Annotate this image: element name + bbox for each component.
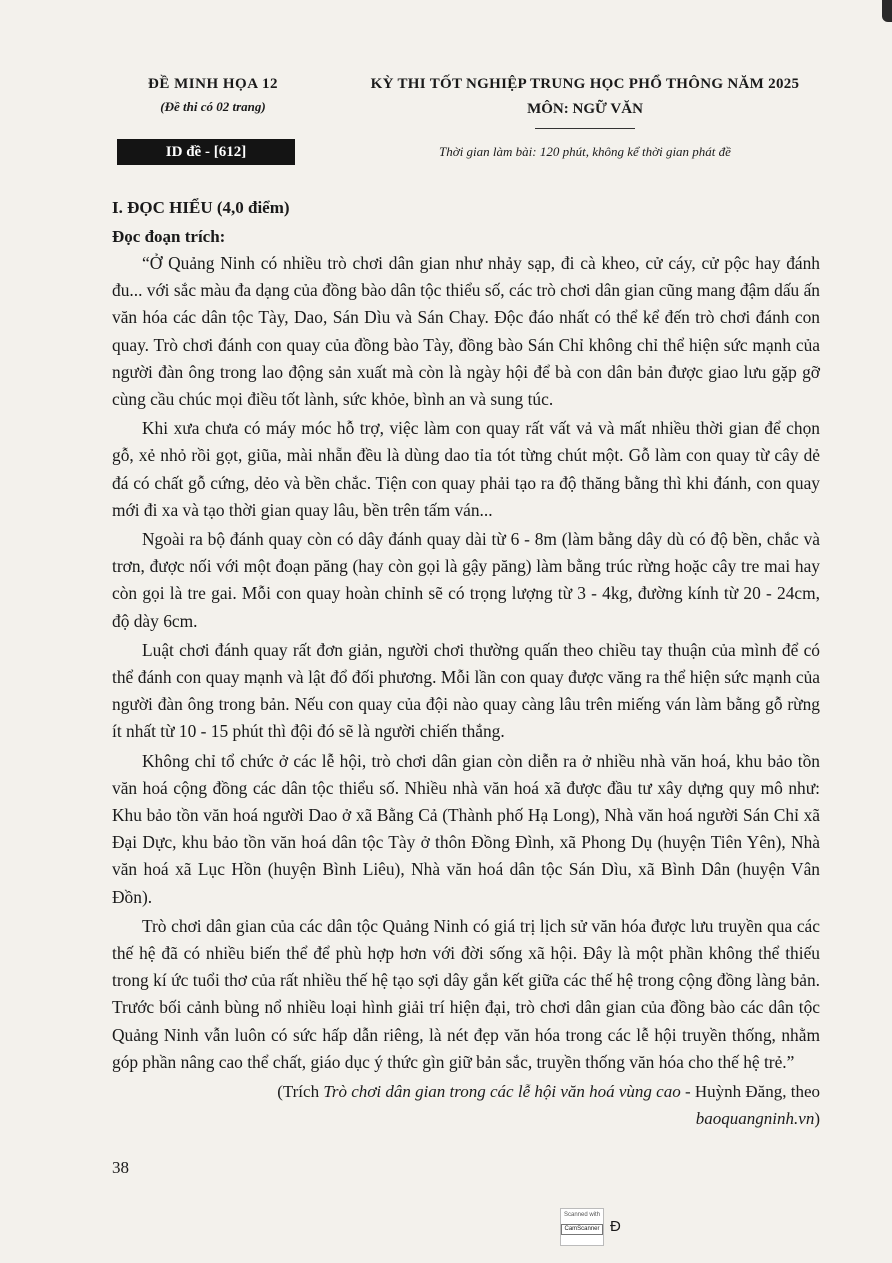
- subject-underline: [535, 128, 635, 129]
- time-note: Thời gian làm bài: 120 phút, không kể thời gian phát đề: [439, 144, 731, 159]
- paragraph: Không chỉ tổ chức ở các lễ hội, trò chơi dân gian còn diễn ra ở nhiều nhà văn hoá, khu bảo tồn văn hoá cộng đồng các dân tộc thiểu số. Nhiều nhà văn hoá xã được đầu tư xây dựng quy mô như: Khu bảo tồn văn hoá người Dao ở xã Bằng Cả (Thành phố Hạ Long), Nhà văn hoá người Sán Chỉ xã Đại Dực, khu bảo tồn văn hoá dân tộc Tày ở thôn Đồng Đình, xã Phong Dụ (huyện Tiên Yên), Nhà văn hoá xã Lục Hồn (huyện Bình Liêu), Nhà văn hoá dân tộc Sán Dìu, xã Bình Dân (huyện Vân Đồn).: [112, 750, 820, 907]
- section-title: I. ĐỌC HIỂU (4,0 điểm): [112, 198, 290, 217]
- paragraph: Trò chơi dân gian của các dân tộc Quảng Ninh có giá trị lịch sử văn hóa được lưu truyền qua các thế hệ đã có nhiều biến thể để phù hợp hơn với đời sống xã hội. Đây là một phần không thể thiếu trong kí ức tuổi thơ của rất nhiều thế hệ tạo sợi dây gắn kết giữa các thế hệ trong cộng đồng làng bản. Trước bối cảnh bùng nổ nhiều loại hình giải trí hiện đại, trò chơi dân gian của đồng bào các dân tộc Quảng Ninh vẫn luôn có sức hấp dẫn riêng, là nét đẹp văn hóa trong các lễ hội truyền thống, nhằm góp phần nâng cao thể chất, giáo dục ý thức gìn giữ bản sắc, truyền thống văn hóa cho thế hệ trẻ.”: [112, 915, 820, 1072]
- exam-title: KỲ THI TỐT NGHIỆP TRUNG HỌC PHỔ THÔNG NĂM 2025: [370, 76, 800, 92]
- reading-label: Đọc đoạn trích:: [112, 227, 226, 246]
- citation-work: Trò chơi dân gian trong các lễ hội văn hoá vùng cao: [323, 1082, 681, 1102]
- citation-source: baoquangninh.vn: [695, 1109, 815, 1129]
- pages-note: (Đề thi có 02 trang): [160, 99, 266, 114]
- paragraph: “Ở Quảng Ninh có nhiều trò chơi dân gian như nhảy sạp, đi cà kheo, cử cáy, cử pộc hay đánh đu... với sắc màu đa dạng của đồng bào dân tộc thiểu số, các trò chơi dân gian cũng mang đậm dấu ấn văn hóa các dân tộc Tày, Dao, Sán Dìu và Sán Chay. Độc đáo nhất có thể kể đến trò chơi đánh con quay. Trò chơi đánh con quay của đồng bào Tày, đồng bào Sán Chỉ không chỉ thể hiện sức mạnh của người đàn ông trong lao động sản xuất mà còn là ngày hội để bà con dân bản được giao lưu gặp gỡ cùng cầu chúc mọi điều tốt lành, sức khỏe, bình an và sung túc.: [112, 253, 821, 410]
- exam-id-box: ID đề - [612]: [117, 139, 295, 165]
- reading-section: [112, 198, 820, 1132]
- subject-title: MÔN: NGỮ VĂN: [527, 101, 643, 117]
- scanner-line1: Scanned with: [563, 1212, 601, 1218]
- scan-edge-artifact: [882, 0, 892, 22]
- camscanner-logo: [560, 1208, 604, 1246]
- exam-number: ĐỀ MINH HỌA 12: [148, 76, 278, 92]
- paragraph: Khi xưa chưa có máy móc hỗ trợ, việc làm con quay rất vất vả và mất nhiều thời gian để chọn gỗ, xẻ nhỏ rồi gọt, giũa, mài nhẵn đều là dùng dao tỉa tót từng chút một. Gỗ làm con quay từ cây dẻ đá có chất gỗ cứng, dẻo và bền chắc. Tiện con quay phải tạo ra độ thăng bằng thì khi đánh, con quay mới đi xa và tạo thời gian quay lâu, bền trên tấm ván...: [112, 418, 820, 520]
- header-right: [345, 76, 825, 118]
- trailing-mark: Đ: [610, 1218, 621, 1235]
- citation-prefix: (Trích: [277, 1082, 324, 1102]
- paragraph: Luật chơi đánh quay rất đơn giản, người chơi thường quấn theo chiều tay thuận của mình để có thể đánh con quay mạnh và lật đổ đối phương. Mỗi lần con quay được văng ra thể hiện sức mạnh của người đàn ông trong bản. Nếu con quay của đội nào quay càng lâu trên miếng ván làm bằng gỗ rừng ít nhất từ 10 - 15 phút thì đội đó sẽ là người chiến thắng.: [112, 639, 820, 742]
- citation: [112, 1078, 820, 1132]
- page-number: 38: [112, 1158, 129, 1177]
- citation-author: - Huỳnh Đăng, theo: [680, 1082, 820, 1102]
- paragraph: Ngoài ra bộ đánh quay còn có dây đánh quay dài từ 6 - 8m (làm bằng dây dù có độ bền, chắc và trơn, được nối với một đoạn păng (hay còn gọi là gậy păng) làm bằng trúc rừng hoặc cây tre mai hay còn gọi là tre gai. Mỗi con quay hoàn chỉnh sẽ có trọng lượng từ 3 - 4kg, đường kính từ 20 - 24cm, độ dày 6cm.: [112, 529, 820, 631]
- header-left: [118, 76, 308, 115]
- scanner-line2: CamScanner: [561, 1224, 602, 1235]
- citation-suffix: ): [814, 1109, 820, 1129]
